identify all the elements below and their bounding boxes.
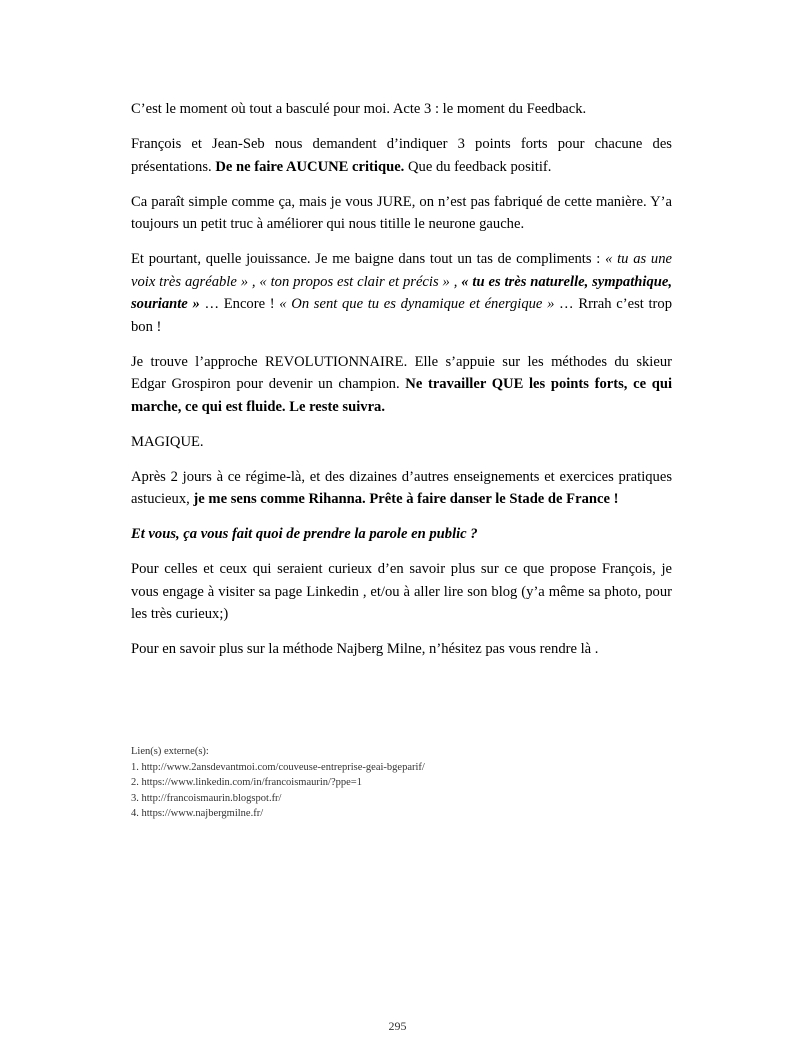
- paragraph-text: … Rrrah c’est trop bon !: [131, 296, 672, 335]
- paragraph-text: Ca paraît simple comme ça, mais je vous JURE, on n’est pas fabriqué de cette manière. Y’a toujours un petit truc à améliorer qui nous titille le neurone gauche.: [131, 193, 672, 232]
- bold-italic-question: Et vous, ça vous fait quoi de prendre la parole en public ?: [131, 526, 478, 542]
- paragraph-text: MAGIQUE.: [131, 433, 204, 450]
- external-links-heading: Lien(s) externe(s):: [131, 746, 209, 757]
- external-link-4[interactable]: 4. https://www.najbergmilne.fr/: [131, 808, 264, 819]
- paragraph-text: C’est le moment où tout a basculé pour moi. Acte 3 : le moment du Feedback.: [131, 101, 587, 117]
- paragraph-text: Après 2 jours à ce régime-là, et des dizaines d’autres enseignements et exercices pratiques astucieux,: [131, 468, 672, 507]
- paragraph-rihanna: [131, 466, 672, 511]
- paragraph-text: Pour celles et ceux qui seraient curieux d’en savoir plus sur ce que propose François, je vous engage à visiter sa page Linkedin , et/ou à aller lire son blog (y’a même sa photo, pour les très curieux;): [131, 561, 672, 622]
- paragraph-text: … Encore !: [199, 296, 280, 312]
- external-link-2[interactable]: 2. https://www.linkedin.com/in/francoismaurin/?ppe=1: [131, 777, 362, 788]
- paragraph-linkedin-blog: [131, 558, 672, 626]
- external-link-3[interactable]: 3. http://francoismaurin.blogspot.fr/: [131, 792, 282, 804]
- paragraph-instructions: [131, 133, 672, 178]
- italic-quote: « On sent que tu es dynamique et énergique »: [279, 296, 555, 312]
- paragraph-feedback-intro: [131, 98, 672, 121]
- external-links: [131, 744, 425, 822]
- paragraph-revolutionary-approach: [131, 351, 672, 419]
- bold-text: je me sens comme Rihanna. Prête à faire danser le Stade de France !: [193, 491, 619, 507]
- paragraph-text: Je trouve l’approche REVOLUTIONNAIRE. Elle s’appuie sur les méthodes du skieur Edgar Grospiron pour devenir un champion.: [131, 353, 672, 392]
- page-number: 295: [388, 1019, 407, 1033]
- paragraph-not-made-this-way: [131, 191, 672, 236]
- paragraph-text: Que du feedback positif.: [404, 158, 552, 175]
- paragraph-question: [131, 523, 672, 546]
- paragraph-text: Pour en savoir plus sur la méthode Najberg Milne, n’hésitez pas vous rendre là .: [131, 641, 599, 657]
- external-link-1[interactable]: 1. http://www.2ansdevantmoi.com/couveuse-entreprise-geai-bgeparif/: [131, 761, 425, 773]
- bold-italic-quote: « tu es très naturelle, sympathique, souriante »: [131, 273, 672, 312]
- paragraph-najberg-milne: [131, 638, 672, 661]
- italic-quote: « tu as une voix très agréable » , « ton propos est clair et précis » ,: [131, 251, 672, 290]
- paragraph-text: François et Jean-Seb nous demandent d’indiquer 3 points forts pour chacune des présentations.: [131, 136, 672, 175]
- paragraph-compliments: [131, 248, 672, 338]
- page-body: [131, 98, 672, 673]
- bold-text: De ne faire AUCUNE critique.: [215, 158, 405, 175]
- paragraph-magique: [131, 431, 672, 454]
- bold-text: Ne travailler QUE les points forts, ce qui marche, ce qui est fluide. Le reste suivra.: [131, 376, 673, 415]
- paragraph-text: Et pourtant, quelle jouissance. Je me baigne dans tout un tas de compliments :: [131, 251, 606, 267]
